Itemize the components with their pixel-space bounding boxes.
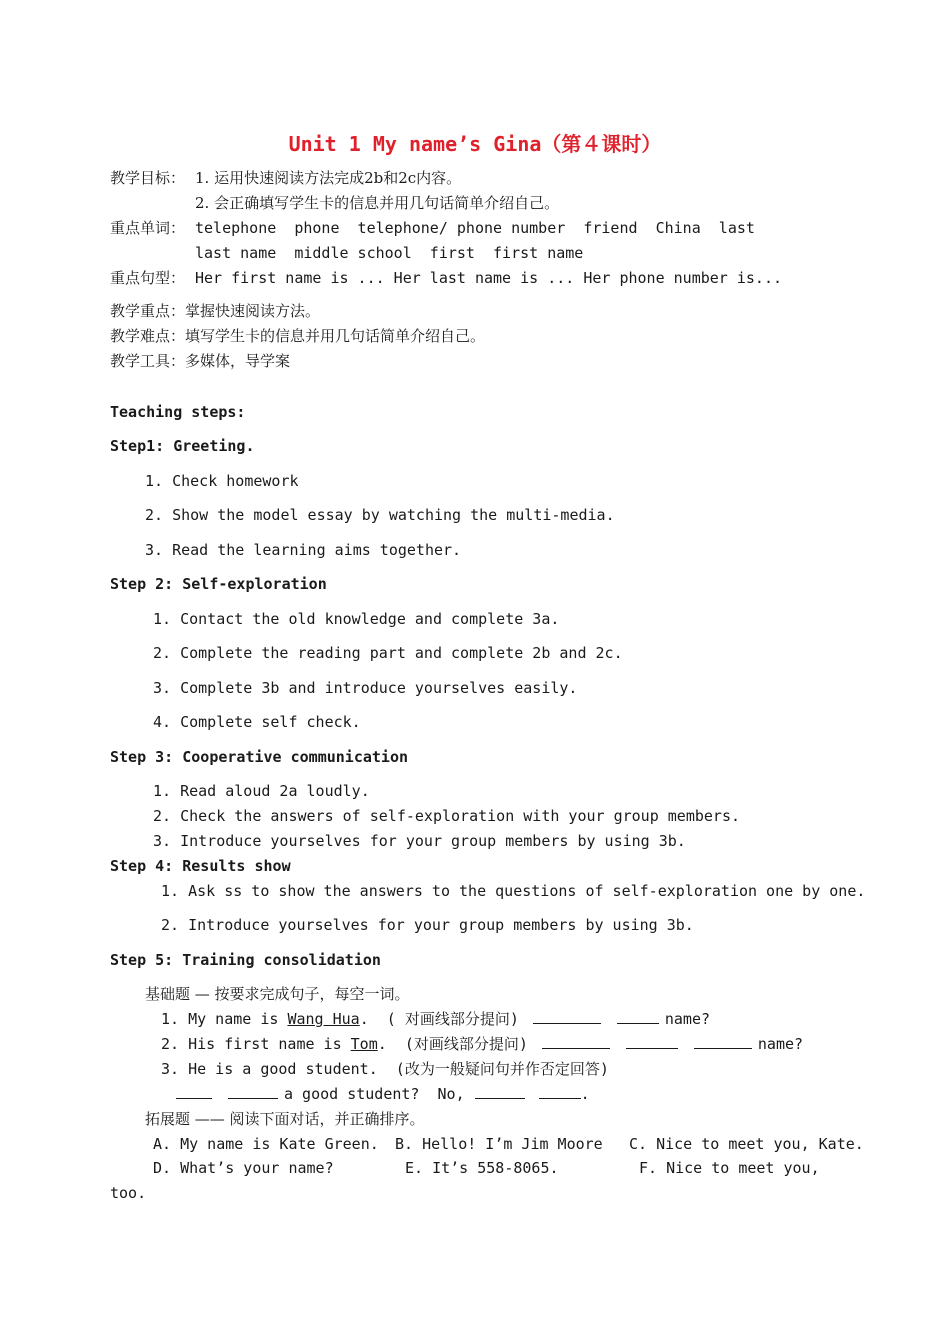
step1-item: 3. Read the learning aims together. — [145, 541, 462, 559]
step2-item: 3. Complete 3b and introduce yourselves easily. — [153, 679, 578, 697]
answer-blank[interactable] — [626, 1034, 678, 1049]
answer-blank[interactable] — [176, 1084, 212, 1099]
exercise-question-3-answer: a good student? No, . — [172, 1084, 590, 1104]
key-words-line-2: last name middle school first first name — [195, 244, 584, 262]
dialogue-option-f-continued: too. — [110, 1184, 147, 1202]
step1-heading: Step1: Greeting. — [110, 437, 255, 455]
answer-blank[interactable] — [228, 1084, 278, 1099]
step2-item: 2. Complete the reading part and complete 2b and 2c. — [153, 644, 623, 662]
dialogue-option-c: C. Nice to meet you, Kate. — [629, 1135, 864, 1153]
dialogue-option-e: E. It’s 558-8065. — [405, 1159, 559, 1177]
answer-blank[interactable] — [542, 1034, 610, 1049]
step2-item: 1. Contact the old knowledge and complete 3a. — [153, 610, 560, 628]
step4-heading: Step 4: Results show — [110, 857, 291, 875]
step1-item: 2. Show the model essay by watching the multi-media. — [145, 506, 615, 524]
key-sentences-label: 重点句型： — [110, 269, 186, 287]
step2-item: 4. Complete self check. — [153, 713, 361, 731]
dialogue-option-f: F. Nice to meet you, — [639, 1159, 820, 1177]
page-title: Unit 1 My name’s Gina（第４课时） — [288, 132, 662, 156]
answer-blank[interactable] — [475, 1084, 525, 1099]
exercise-question-2: 2. His first name is Tom. (对画线部分提问) name? — [161, 1035, 804, 1053]
key-words-line-1: telephone phone telephone/ phone number friend China last — [195, 219, 755, 237]
teaching-tools: 教学工具：多媒体，导学案 — [110, 352, 291, 370]
goals-label: 教学目标： — [110, 169, 186, 187]
step2-heading: Step 2: Self-exploration — [110, 575, 327, 593]
dialogue-option-b: B. Hello! I’m Jim Moore — [395, 1135, 603, 1153]
exercise-question-1: 1. My name is Wang Hua. ( 对画线部分提问) name? — [161, 1010, 711, 1028]
step3-item: 3. Introduce yourselves for your group members by using 3b. — [153, 832, 686, 850]
teaching-focus: 教学重点：掌握快速阅读方法。 — [110, 302, 321, 320]
key-sentences: Her first name is ... Her last name is ... Her phone number is... — [195, 269, 782, 287]
step4-item: 1. Ask ss to show the answers to the questions of self-exploration one by one. — [161, 882, 866, 900]
answer-blank[interactable] — [617, 1009, 659, 1024]
basic-exercise-label: 基础题 — 按要求完成句子，每空一词。 — [145, 985, 410, 1003]
step3-heading: Step 3: Cooperative communication — [110, 748, 409, 766]
teaching-difficulty: 教学难点：填写学生卡的信息并用几句话简单介绍自己。 — [110, 327, 486, 345]
goal-item-1: 1. 运用快速阅读方法完成2b和2c内容。 — [195, 169, 462, 187]
exercise-question-3: 3. He is a good student. (改为一般疑问句并作否定回答) — [161, 1060, 609, 1078]
answer-blank[interactable] — [539, 1084, 581, 1099]
step3-item: 1. Read aloud 2a loudly. — [153, 782, 370, 800]
teaching-steps-heading: Teaching steps: — [110, 403, 246, 421]
step1-item: 1. Check homework — [145, 472, 299, 490]
dialogue-option-d: D. What’s your name? — [153, 1159, 334, 1177]
key-words-label: 重点单词： — [110, 219, 186, 237]
step3-item: 2. Check the answers of self-exploration with your group members. — [153, 807, 740, 825]
answer-blank[interactable] — [694, 1034, 752, 1049]
step4-item: 2. Introduce yourselves for your group members by using 3b. — [161, 916, 694, 934]
step5-heading: Step 5: Training consolidation — [110, 951, 381, 969]
answer-blank[interactable] — [533, 1009, 601, 1024]
goal-item-2: 2. 会正确填写学生卡的信息并用几句话简单介绍自己。 — [195, 194, 560, 212]
extension-exercise-label: 拓展题 —— 阅读下面对话，并正确排序。 — [145, 1110, 425, 1128]
dialogue-option-a: A. My name is Kate Green. — [153, 1135, 379, 1153]
